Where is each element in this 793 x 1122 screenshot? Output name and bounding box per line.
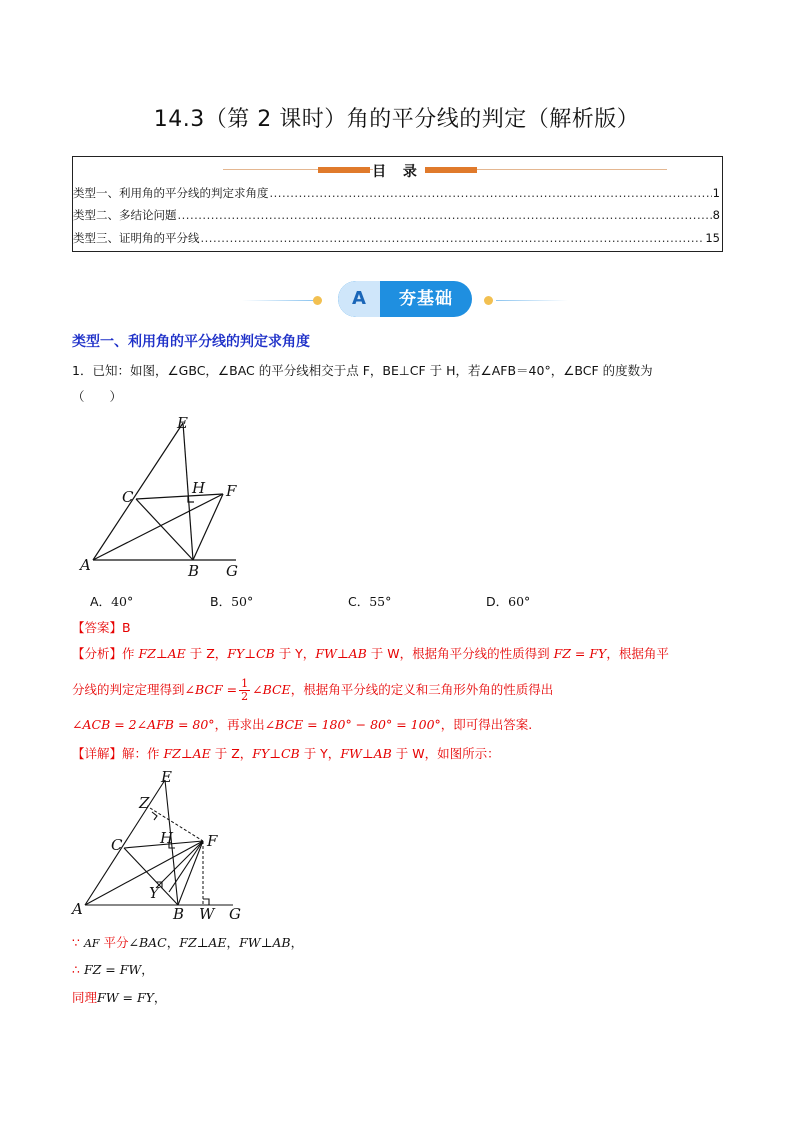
proof-text: 平分	[99, 935, 129, 950]
fraction-denominator: 2	[241, 690, 249, 703]
option-value: 55°	[369, 594, 392, 609]
line-BF	[193, 494, 223, 560]
point-label-A: A	[72, 900, 83, 918]
analysis-text: 分线的判定定理得到	[72, 682, 185, 697]
point-label-C: C	[122, 488, 134, 506]
point-label-A: A	[80, 556, 91, 574]
banner-line-right	[496, 300, 568, 301]
point-label-E: E	[177, 414, 188, 432]
detail-line1	[72, 745, 500, 763]
analysis-text: 于 Y，	[274, 646, 316, 661]
analysis-text: ，再求出	[214, 717, 265, 732]
point-label-B: B	[188, 562, 200, 580]
line-AF	[93, 494, 223, 560]
page-title: 14.3（第 2 课时）角的平分线的判定（解析版）	[153, 107, 640, 132]
fraction-one-half	[239, 678, 250, 703]
math-expression: FW = FY	[97, 990, 154, 1005]
banner-dot-left	[313, 296, 322, 305]
toc-entry-label[interactable]: 类型一、利用角的平分线的判定求角度	[73, 186, 269, 200]
proof-line3	[72, 989, 166, 1007]
answer-value: B	[122, 620, 131, 635]
point-label-W: W	[199, 905, 215, 923]
toc-header	[73, 160, 722, 180]
point-label-F: F	[207, 832, 218, 850]
fraction-numerator: 1	[241, 677, 249, 690]
math-expression: FZ⊥AE	[179, 935, 227, 950]
toc-entry-page[interactable]: 8	[712, 208, 720, 222]
question-figure	[76, 410, 256, 585]
math-expression: FY⊥CB	[252, 746, 300, 761]
question-number: 1．	[72, 363, 93, 378]
toc-entry-label[interactable]: 类型三、证明角的平分线	[73, 231, 200, 245]
analysis-text: 作	[122, 646, 139, 661]
proof-text: ，	[141, 962, 154, 977]
toc-title: 目 录	[372, 164, 423, 180]
point-label-H: H	[192, 479, 206, 497]
toc-entry-page[interactable]: 15	[705, 231, 720, 245]
detail-text: 解：作	[122, 746, 164, 761]
banner-line-left	[242, 300, 314, 301]
proof-text: ，	[290, 935, 304, 950]
option-c[interactable]	[348, 592, 391, 610]
detail-tag: 【详解】	[72, 746, 123, 761]
analysis-text: ，根据角平	[606, 646, 669, 661]
point-label-G: G	[226, 562, 238, 580]
math-expression: ∠ACB = 2∠AFB = 80°	[72, 717, 215, 732]
proof-line2	[72, 961, 154, 979]
line-FY	[156, 841, 203, 888]
line-CF	[136, 494, 223, 499]
proof-text: ，	[166, 935, 180, 950]
dashed-FZ	[150, 808, 203, 841]
math-expression: FZ = FW	[83, 962, 142, 977]
option-key: D．	[486, 594, 509, 609]
toc-entry-3[interactable]	[73, 230, 720, 246]
analysis-text: ，即可得出答案.	[440, 717, 533, 732]
toc-entry-2[interactable]	[73, 207, 720, 223]
proof-symbol: 同理	[72, 990, 98, 1005]
answer-line	[72, 619, 131, 637]
section-banner	[0, 280, 793, 318]
math-expression: ∠BCF =	[184, 682, 238, 697]
analysis-line3	[72, 716, 532, 734]
analysis-text: ，根据角平分线的定义和三角形外角的性质得出	[290, 682, 554, 697]
option-d[interactable]	[486, 592, 530, 610]
point-label-Z: Z	[139, 794, 150, 812]
toc-entry-1[interactable]	[73, 185, 720, 201]
analysis-text: 于 W，根据角平分线的性质得到	[366, 646, 554, 661]
math-expression: FZ⊥AE	[163, 746, 211, 761]
banner-pill	[338, 281, 472, 317]
line-CB	[136, 499, 193, 560]
toc-entry-label[interactable]: 类型二、多结论问题	[73, 208, 177, 222]
right-angle-mark-Z	[152, 812, 157, 820]
math-expression: ∠BCE = 180° − 80° = 100°	[264, 717, 441, 732]
point-label-G: G	[229, 905, 241, 923]
table-of-contents	[72, 156, 723, 252]
math-expression: FW⊥AB	[239, 935, 291, 950]
solution-figure	[68, 768, 248, 923]
detail-text: 于 Y，	[299, 746, 341, 761]
math-expression: FZ = FY	[553, 646, 607, 661]
proof-text: ，	[153, 990, 167, 1005]
question-stem-line2: （ ）	[72, 389, 123, 404]
math-expression: ∠BAC	[128, 935, 167, 950]
analysis-tag: 【分析】	[72, 646, 123, 661]
option-a[interactable]	[90, 592, 133, 610]
proof-text: ，	[226, 935, 240, 950]
proof-symbol: ∵	[72, 935, 80, 950]
option-b[interactable]	[210, 592, 253, 610]
option-key: A．	[90, 594, 112, 609]
toc-leader-dots	[201, 230, 705, 246]
option-value: 40°	[111, 594, 134, 609]
math-expression: FW⊥AB	[315, 646, 367, 661]
analysis-line1	[72, 645, 669, 663]
detail-text: 于 Z，	[210, 746, 253, 761]
option-key: C．	[348, 594, 370, 609]
option-value: 50°	[231, 594, 254, 609]
toc-leader-dots	[178, 207, 712, 223]
math-expression: FY⊥CB	[227, 646, 275, 661]
math-expression: AF	[83, 937, 100, 950]
question-stem-line1	[72, 362, 653, 380]
question-stem: 已知：如图，∠GBC，∠BAC 的平分线相交于点 F，BE⊥CF 于 H，若∠AFB＝40°，∠BCF 的度数为	[92, 363, 653, 378]
banner-dot-right	[484, 296, 493, 305]
point-label-E: E	[161, 768, 172, 786]
option-key: B．	[210, 594, 232, 609]
banner-text: 夯基础	[399, 289, 453, 309]
toc-leader-dots	[270, 185, 712, 201]
proof-line1	[72, 934, 303, 953]
math-expression: FW⊥AB	[340, 746, 392, 761]
point-label-H: H	[160, 829, 174, 847]
point-label-C: C	[111, 836, 123, 854]
analysis-line2	[72, 678, 553, 703]
section-heading: 类型一、利用角的平分线的判定求角度	[72, 334, 310, 350]
point-label-B: B	[173, 905, 185, 923]
point-label-F: F	[226, 482, 237, 500]
math-expression: ∠BCE	[252, 682, 291, 697]
math-expression: FZ⊥AE	[138, 646, 186, 661]
proof-symbol: ∴	[72, 962, 80, 977]
line-AE	[93, 423, 183, 560]
point-label-Y: Y	[149, 884, 159, 902]
detail-text: 于 W，如图所示：	[391, 746, 500, 761]
answer-tag: 【答案】	[72, 620, 123, 635]
option-value: 60°	[508, 594, 531, 609]
line-AF	[85, 841, 203, 905]
analysis-text: 于 Z，	[185, 646, 228, 661]
banner-letter: A	[338, 281, 380, 317]
toc-entry-page[interactable]: 1	[712, 186, 720, 200]
